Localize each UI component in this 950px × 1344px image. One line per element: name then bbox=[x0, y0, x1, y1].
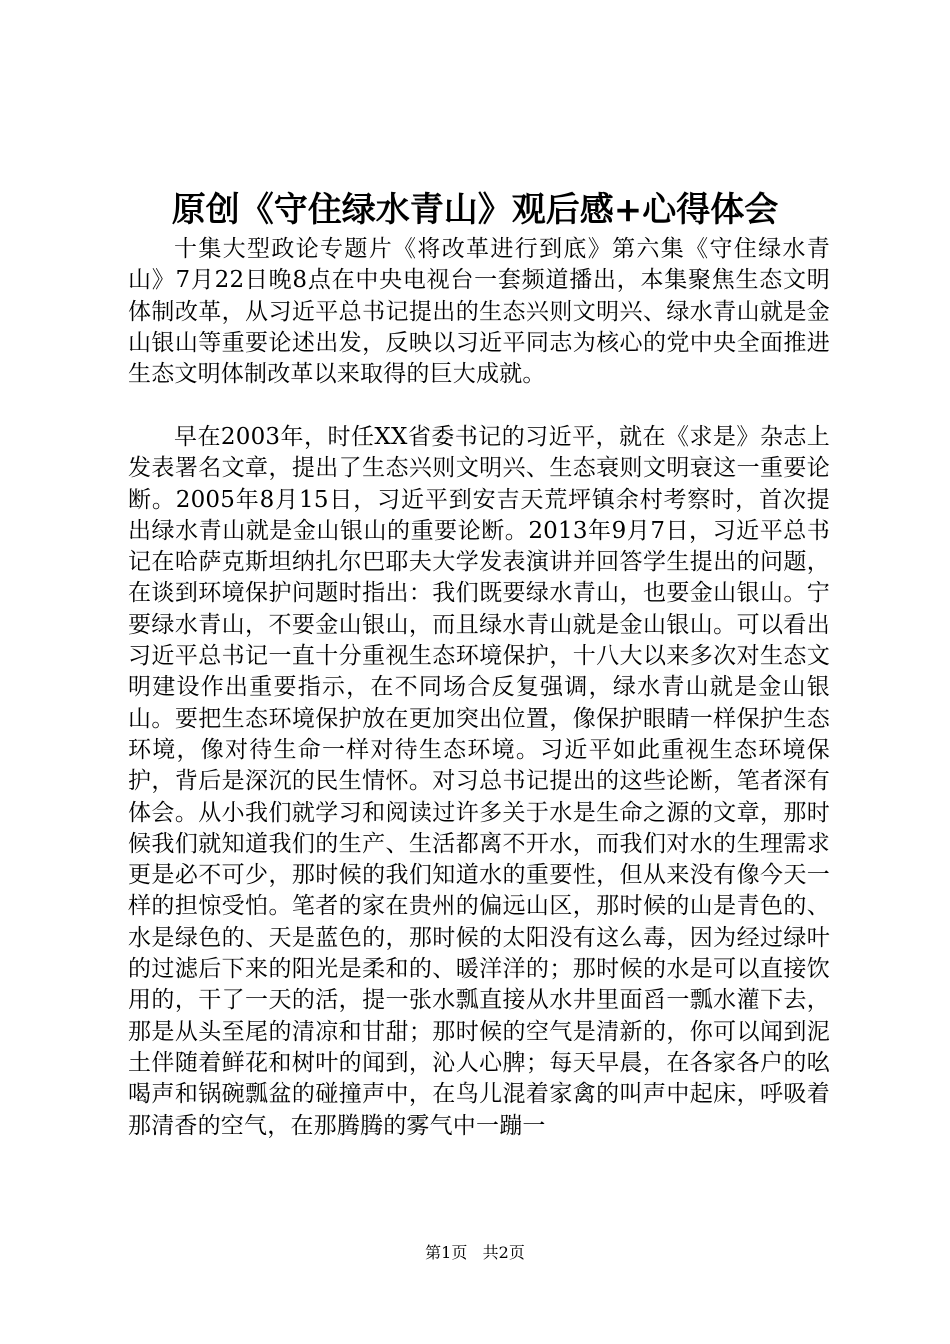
page-number: 第1页 bbox=[425, 1243, 468, 1262]
page-total: 共2页 bbox=[482, 1243, 525, 1262]
page-footer bbox=[0, 1242, 950, 1264]
document-title: 原创《守住绿水青山》观后感+心得体会 bbox=[171, 190, 779, 230]
paragraph-intro: 十集大型政论专题片《将改革进行到底》第六集《守住绿水青山》7月22日晚8点在中央电视台一套频道播出，本集聚焦生态文明体制改革，从习近平总书记提出的生态兴则文明兴、绿水青山就是金山银山等重要论述出发，反映以习近平同志为核心的党中央全面推进生态文明体制改革以来取得的巨大成就。 bbox=[128, 236, 830, 388]
page-separator bbox=[472, 1243, 477, 1262]
paragraph-main: 早在2003年，时任XX省委书记的习近平，就在《求是》杂志上发表署名文章，提出了生态兴则文明兴、生态衰则文明衰这一重要论断。2005年8月15日，习近平到安吉天荒坪镇余村考察时，首次提出绿水青山就是金山银山的重要论断。2013年9月7日，习近平总书记在哈萨克斯坦纳扎尔巴耶夫大学发表演讲并回答学生提出的问题，在谈到环境保护问题时指出：我们既要绿水青山，也要金山银山。宁要绿水青山，不要金山银山，而且绿水青山就是金山银山。可以看出习近平总书记一直十分重视生态环境保护，十八大以来多次对生态文明建设作出重要指示，在不同场合反复强调，绿水青山就是金山银山。要把生态环境保护放在更加突出位置，像保护眼睛一样保护生态环境，像对待生命一样对待生态环境。习近平如此重视生态环境保护，背后是深沉的民生情怀。对习总书记提出的这些论断，笔者深有体会。从小我们就学习和阅读过许多关于水是生命之源的文章，那时候我们就知道我们的生产、生活都离不开水，而我们对水的生理需求更是必不可少，那时候的我们知道水的重要性，但从来没有像今天一样的担惊受怕。笔者的家在贵州的偏远山区，那时候的山是青色的、水是绿色的、天是蓝色的，那时候的太阳没有这么毒，因为经过绿叶的过滤后下来的阳光是柔和的、暖洋洋的；那时候的水是可以直接饮用的，干了一天的活，提一张水瓢直接从水井里面舀一瓢水灌下去，那是从头至尾的清凉和甘甜；那时候的空气是清新的，你可以闻到泥土伴随着鲜花和树叶的闻到，沁人心脾；每天早晨，在各家各户的吆喝声和锅碗瓢盆的碰撞声中，在鸟儿混着家禽的叫声中起床，呼吸着那清香的空气，在那腾腾的雾气中一蹦一 bbox=[128, 424, 830, 1139]
